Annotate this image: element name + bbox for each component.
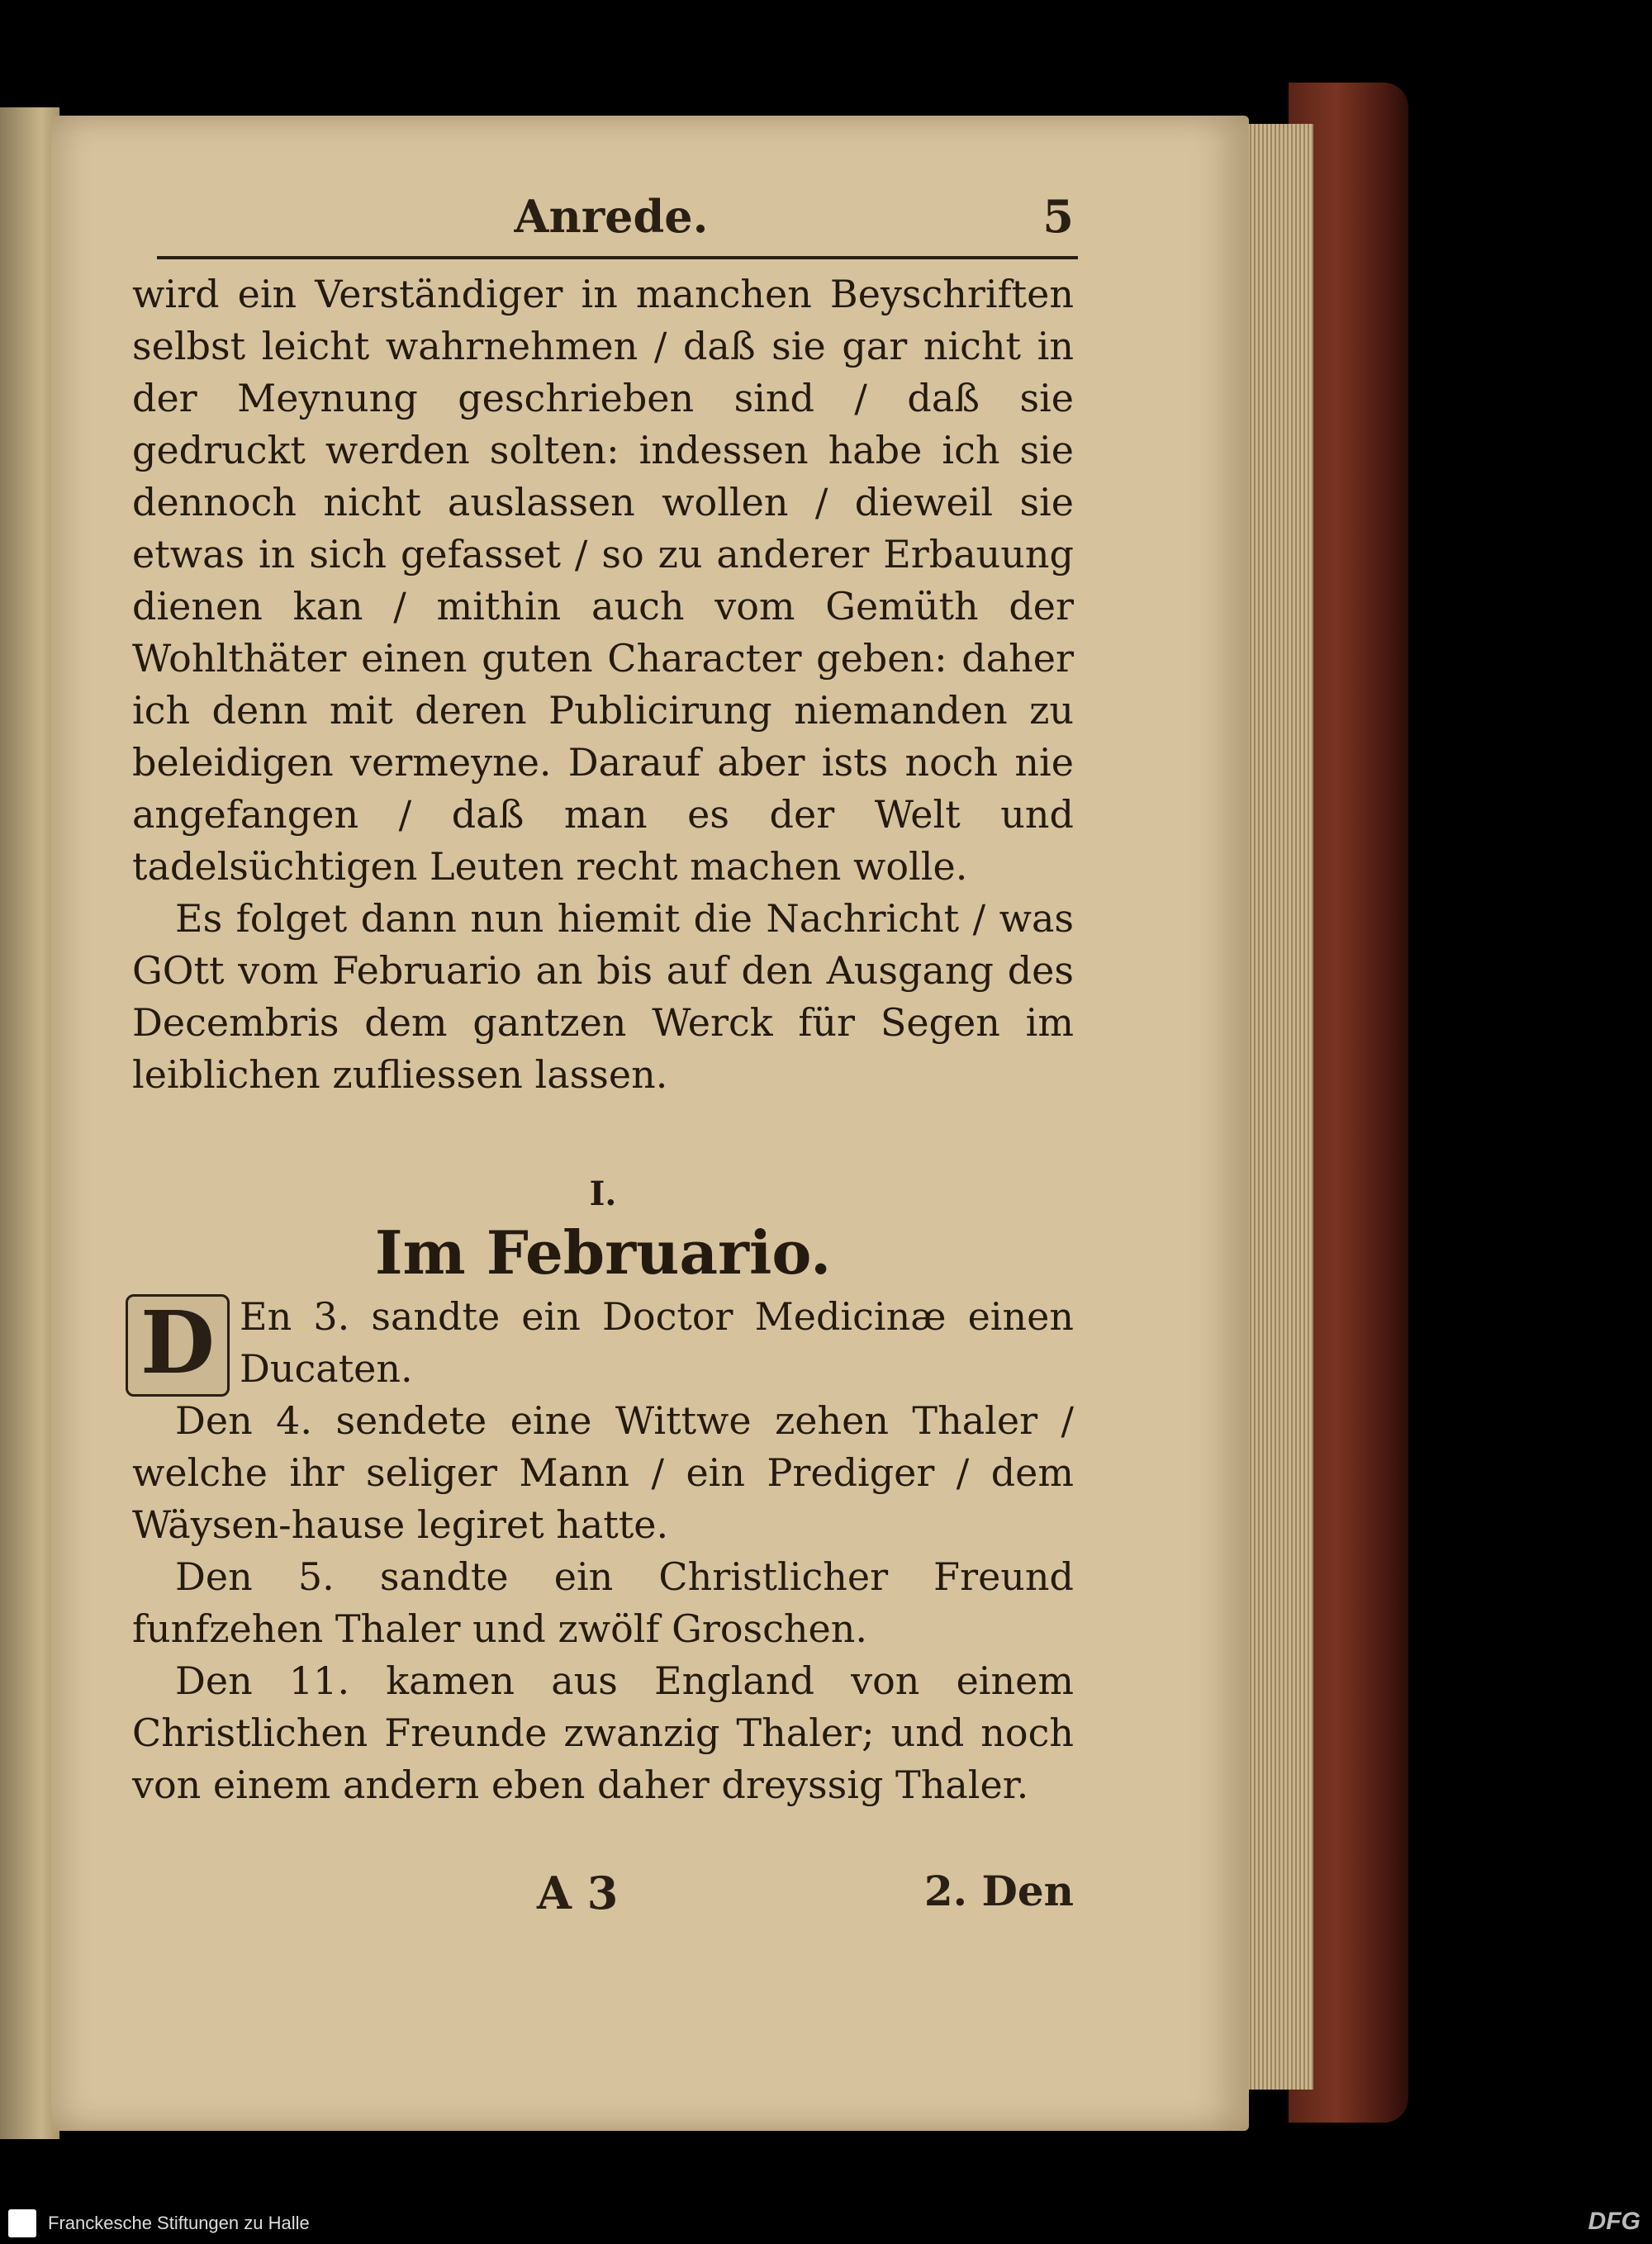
- entry-text: En 3. sandte ein Doctor Medicinæ einen Ducaten.: [240, 1294, 1074, 1391]
- page-edges: [1239, 124, 1313, 2090]
- paragraph: wird ein Verständiger in manchen Beyschriften selbst leicht wahrnehmen / daß sie gar nicht in der Meynung geschrieben sind / daß sie gedruckt werden solten: indessen habe ich sie dennoch nicht auslassen wollen / dieweil sie etwas in sich gefasset / so zu anderer Erbauung dienen kan / mithin auch vom Gemüth der Wohlthäter einen guten Character geben: daher ich denn mit deren Publicirung niemanden zu beleidigen vermeyne. Darauf aber ists noch nie angefangen / daß man es der Welt und tadelsüchtigen Leuten recht machen wolle.: [132, 272, 1074, 889]
- entry: Den 4. sendete eine Wittwe zehen Thaler / welche ihr seliger Mann / ein Prediger / dem Wäysen-hause legiret hatte.: [132, 1398, 1074, 1547]
- institution-name[interactable]: Franckesche Stiftungen zu Halle: [48, 2213, 310, 2233]
- signature-mark: A 3: [537, 1867, 619, 1919]
- entry: Den 11. kamen aus England von einem Christlichen Freunde zwanzig Thaler; und noch von einem andern eben daher dreyssig Thaler.: [132, 1658, 1074, 1807]
- drop-cap-initial: D: [126, 1294, 230, 1397]
- section-title: Im Februario.: [374, 1217, 832, 1288]
- page-number: 5: [1042, 190, 1074, 243]
- page-header: [149, 190, 1074, 248]
- viewer-footer: [0, 2203, 1652, 2244]
- institution-logo-icon: [8, 2209, 36, 2237]
- dfg-logo: DFG: [1588, 2208, 1640, 2235]
- first-entry: [132, 1291, 1074, 1395]
- paragraph: Es folget dann nun hiemit die Nachricht / was GOtt vom Februario an bis auf den Ausgang des Decembris dem gantzen Werck für Segen im leiblichen zufliessen lassen.: [132, 896, 1074, 1097]
- page-foot: [132, 1867, 1074, 1933]
- catchword: 2. Den: [923, 1867, 1074, 1915]
- running-head: Anrede.: [514, 190, 709, 243]
- page-body: [132, 268, 1074, 1811]
- section-number: I.: [589, 1174, 617, 1213]
- header-rule: [157, 256, 1078, 259]
- entry: Den 5. sandte ein Christlicher Freund funfzehen Thaler und zwölf Groschen.: [132, 1554, 1074, 1651]
